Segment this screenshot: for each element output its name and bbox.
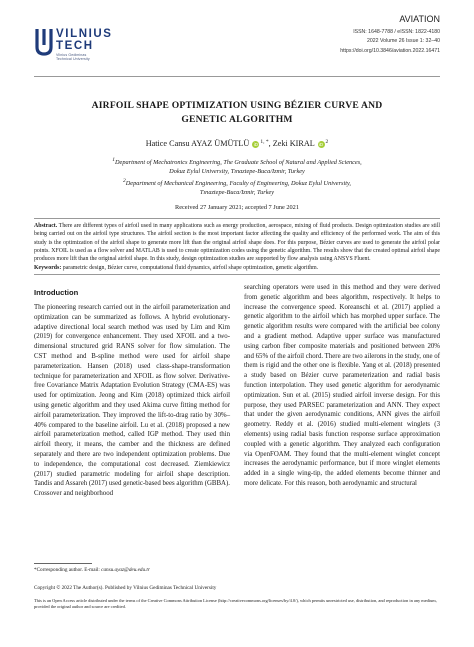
affiliation-1 — [60, 156, 414, 167]
abstract-bottom-divider — [34, 274, 440, 275]
affiliation-1-sup: 1 — [112, 157, 115, 163]
keywords — [34, 264, 440, 272]
author-1-name: Hatice Cansu AYAZ ÜMÜTLÜ — [145, 139, 250, 148]
corresponding-author-note — [34, 567, 150, 574]
affiliation-1-line-2: Dokuz Eylul University, Tınaztepe-Buca/Izmir, Turkey — [169, 168, 305, 176]
vilnius-tech-logo — [34, 27, 144, 61]
affiliation-2-line-2: Tınaztepe-Buca/Izmir, Turkey — [199, 189, 275, 197]
affiliations — [60, 156, 414, 198]
header-divider — [34, 76, 440, 77]
keywords-label: Keywords: — [34, 265, 62, 271]
affiliation-2-line-1: Department of Mechanical Engineering, Faculty of Engineering, Dokuz Eylul University, — [125, 179, 351, 187]
introduction-paragraph-right: searching operators were used in this method and they were derived from genetic algorithm and bees algorithm, respectively. It helps to increase the convergence speed. Koreanschi et al. (2017) applied a genetic algorithm to the airfoil which has morphed upper surface. The genetic algorithm results were compared with the artificial bee colony and a gradient method. Adaptive upper surface was manufactured using carbon fiber composite materials and positioned between 20% and 65% of the airfoil chord. There are two ailerons in the study, one of them is rigid and the other one is flexible. Yang et al. (2018) presented a study based on Bézier curve parameterization and radial basis function interpolation. They used genetic algorithm for aerodynamic optimization. Sun et al. (2015) studied airfoil inverse design. For this purpose, they used PARSEC parameterization and ANN. They expect that under the given aerodynamic conditions, ANN gives the airfoil geometry. Reddy et al. (2016) studied multi-element winglets (3 elements) using radial basis function response surface approximation coupled with a genetic algorithm. They analyzed each configuration via OpenFOAM. They found that the multi-element winglet concept increases the aerodynamic performance, but if more winglet elements added in a single wing-tip, the added elements become thinner and more delicate. For this reason, both aerodynamic and structural — [244, 284, 440, 487]
abstract-text: There are different types of airfoil used in many applications such as energy production, aerospace, mixing of fluid products. Design optimization studies are still being carried out on the airfoil type structures. The airfoil section is the most important factor affecting the quality and efficiency of the performed work. The aim of this study is the optimization of the airfoil shape to generate more lift than the original airfoil shape does. For this purpose, Bézier curves are used to generate the airfoil polar points. XFOIL is used as a flow solver and MATLAB is used to create optimization codes using the genetic algorithm. The results show that the created optimal airfoil shape produces more lift than the original airfoil shape. In this study, design optimization studies are supported by flow analysis using ANSYS Fluent. — [34, 223, 440, 262]
footnote-divider — [34, 563, 92, 564]
body-column-left — [34, 288, 230, 499]
paper-title — [34, 99, 440, 127]
author-2-sup: 2 — [325, 139, 329, 145]
logo-mark-icon — [34, 27, 54, 57]
orcid-icon[interactable]: iD — [253, 142, 258, 147]
introduction-heading: Introduction — [34, 288, 79, 297]
affiliation-1-line-1: Department of Mechatronics Engineering, The Graduate School of Natural and Applied Sciences, — [114, 159, 362, 166]
keywords-text: parametric design, Bézier curve, computational fluid dynamics, airfoil shape optimization, genetic algorithm. — [62, 265, 319, 271]
logo-line-3a: Vilnius Gediminas — [56, 53, 87, 57]
logo-line-1: VILNIUS — [56, 28, 113, 40]
corresponding-label: *Corresponding author. E-mail: — [34, 567, 100, 573]
logo-text — [56, 28, 113, 62]
journal-issn: ISSN: 1648-7788 / eISSN: 1822-4180 — [353, 29, 440, 35]
affiliation-2 — [60, 177, 414, 188]
abstract — [34, 222, 440, 263]
body-column-right — [244, 283, 440, 489]
orcid-icon[interactable]: iD — [318, 142, 324, 147]
logo-line-3b: Technical University — [56, 57, 90, 62]
corresponding-email-link[interactable]: cansu.ayaz@deu.edu.tr — [101, 567, 150, 573]
received-dates: Received 27 January 2021; accepted 7 June 2021 — [175, 204, 299, 211]
affiliation-2-sup: 2 — [123, 177, 126, 184]
journal-doi-link[interactable]: https://doi.org/10.3846/aviation.2022.16471 — [340, 47, 440, 54]
author-1-sup: 1, * — [260, 139, 269, 145]
introduction-paragraph-left: The pioneering research carried out in the airfoil parameterization and optimization can be summarized as follows. A hybrid evolutionary-adaptive directional local search method was used by Lim and Kim (2019) for convergence enhancement. They used XFOIL and a two-dimensional structured grid RANS solver for flow simulation. The CST method and B-spline method were used for airfoil shape parameterization. Hansen (2018) used class-shape-transformation technique for parameterization and XFOIL as flow solver. Derivative-free Covariance Matrix Adaptation Evolution Strategy (CMA-ES) was used for optimization. Jeong and Kim (2018) optimized thick airfoil using genetic algorithm and they used Akima curve fitting method for airfoil parameterization. They improved the lift-to-drag ratio by 30%–40% compared to the baseline airfoil. Lu et al. (2018) proposed a new airfoil parameterization method, called IGP method. They used thin airfoil theory, it means, the camber and the thickness are defined separately and there are two independent optimization problems. Due to independence, the computational cost decreased. Ziemkiewicz (2017) studied parametric modeling for airfoil shape description. Tandis and Assareh (2017) used genetic-based bees algorithm (GBBA). Crossover and neighborhood — [34, 304, 230, 498]
journal-name: AVIATION — [399, 14, 440, 24]
author-2-name: Zeki KIRAL — [272, 139, 315, 148]
title-line-2: GENETIC ALGORITHM — [181, 114, 293, 125]
abstract-top-divider — [34, 218, 440, 219]
abstract-label: Abstract. — [34, 223, 58, 229]
copyright-notice: Copyright © 2022 The Author(s). Published by Vilnius Gediminas Technical University — [34, 585, 217, 591]
journal-volume: 2022 Volume 26 Issue 1: 32–40 — [367, 38, 440, 45]
license-notice: This is an Open Access article distributed under the terms of the Creative Commons Attribution License (http://creativecommons.org/licenses/by/4.0/), which permits unrestricted use, distribution, and reproduction in any medium, provided the original author and source are credited. — [34, 598, 437, 609]
logo-line-2: TECH — [56, 40, 94, 52]
author-list: Hatice Cansu AYAZ ÜMÜTLÜ iD $^{1, *}$, Zeki KIRAL iD $^2$ — [145, 139, 329, 148]
journal-info — [340, 14, 440, 56]
title-line-1: AIRFOIL SHAPE OPTIMIZATION USING BÉZIER CURVE AND — [91, 100, 383, 111]
